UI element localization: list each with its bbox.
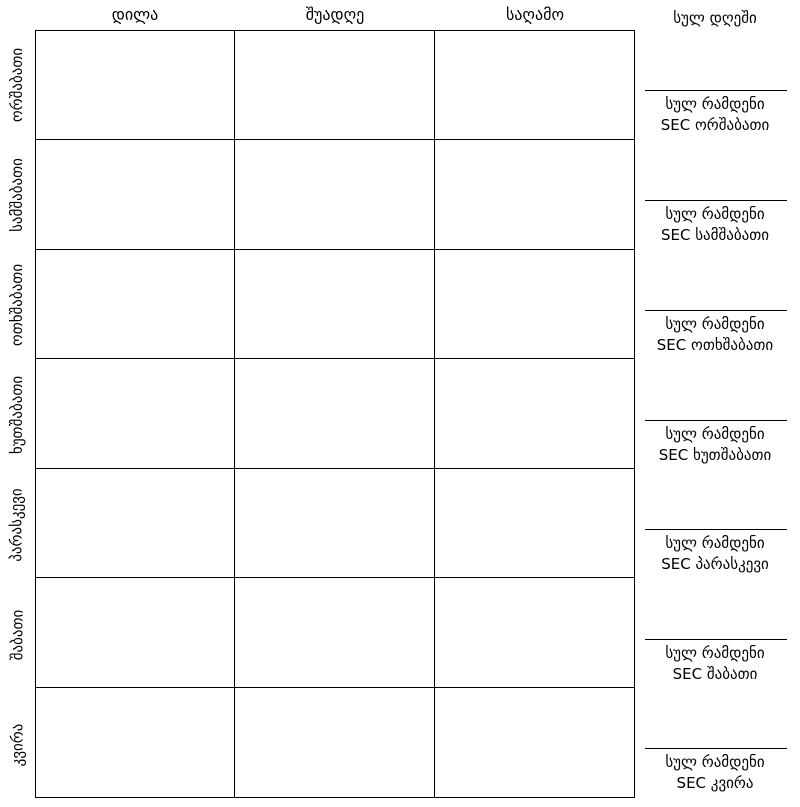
sec-total-label-friday <box>642 533 788 575</box>
sec-label-line1: სულ რამდენი <box>665 205 765 223</box>
grid-cell[interactable] <box>235 688 434 797</box>
day-label-thursday <box>0 360 34 470</box>
sec-total-line-friday[interactable] <box>645 529 787 530</box>
sec-total-line-thursday[interactable] <box>645 420 787 421</box>
sec-total-label-monday <box>642 94 788 136</box>
day-label-text: ხუთშაბათი <box>8 375 27 455</box>
sec-total-label-thursday <box>642 424 788 466</box>
day-label-wednesday <box>0 250 34 360</box>
sec-label-line1: სულ რამდენი <box>665 644 765 662</box>
column-header-afternoon: შუადღე <box>305 5 365 24</box>
grid-cell[interactable] <box>36 140 235 249</box>
sec-label-line1: სულ რამდენი <box>665 753 765 771</box>
grid-cell[interactable] <box>435 250 634 359</box>
day-label-tuesday <box>0 140 34 250</box>
sec-label-line1: სულ რამდენი <box>665 315 765 333</box>
sec-label-line2: SEC შაბათი <box>672 665 758 683</box>
day-label-text: პარასკევი <box>8 488 27 562</box>
day-label-text: შაბათი <box>8 609 27 661</box>
grid-cell[interactable] <box>235 31 434 140</box>
grid-cell[interactable] <box>36 578 235 687</box>
sec-label-line2: SEC ხუთშაბათი <box>658 446 772 464</box>
grid-cell[interactable] <box>435 359 634 468</box>
day-label-friday <box>0 470 34 580</box>
sec-label-line1: სულ რამდენი <box>665 534 765 552</box>
sec-label-line2: SEC ორშაბათი <box>660 116 770 134</box>
grid-cell[interactable] <box>435 578 634 687</box>
day-label-sunday <box>0 690 34 800</box>
day-label-text: კვირა <box>8 723 27 767</box>
column-header-evening: საღამო <box>505 5 565 24</box>
grid-cell[interactable] <box>435 688 634 797</box>
sec-total-label-tuesday <box>642 204 788 246</box>
sec-label-line2: SEC პარასკევი <box>661 555 769 573</box>
sec-total-label-saturday <box>642 643 788 685</box>
grid-cell[interactable] <box>435 31 634 140</box>
day-label-text: ორშაბათი <box>8 47 26 123</box>
column-header-morning: დილა <box>111 5 159 24</box>
sec-total-line-tuesday[interactable] <box>645 200 787 201</box>
grid-cell[interactable] <box>235 469 434 578</box>
sec-total-label-wednesday <box>642 314 788 356</box>
sec-total-label-sunday <box>642 752 788 794</box>
grid-cell[interactable] <box>235 140 434 249</box>
grid-cell[interactable] <box>36 359 235 468</box>
sec-label-line2: SEC კვირა <box>676 774 754 792</box>
column-header-daily-total: სულ დღეში <box>673 9 757 27</box>
grid-cell[interactable] <box>36 688 235 797</box>
grid-cell[interactable] <box>36 31 235 140</box>
sec-total-line-saturday[interactable] <box>645 639 787 640</box>
schedule-grid <box>35 30 635 798</box>
day-label-saturday <box>0 580 34 690</box>
sec-label-line1: სულ რამდენი <box>665 425 765 443</box>
sec-label-line1: სულ რამდენი <box>665 95 765 113</box>
grid-cell[interactable] <box>36 250 235 359</box>
sec-total-line-monday[interactable] <box>645 90 787 91</box>
sec-total-line-wednesday[interactable] <box>645 310 787 311</box>
sec-total-line-sunday[interactable] <box>645 748 787 749</box>
grid-cell[interactable] <box>235 359 434 468</box>
grid-cell[interactable] <box>235 250 434 359</box>
sec-label-line2: SEC სამშაბათი <box>660 226 770 244</box>
grid-cell[interactable] <box>435 140 634 249</box>
grid-cell[interactable] <box>36 469 235 578</box>
day-label-text: ოთხშაბათი <box>8 263 26 347</box>
day-label-text: სამშაბათი <box>8 158 27 232</box>
grid-cell[interactable] <box>235 578 434 687</box>
sec-label-line2: SEC ოთხშაბათი <box>656 336 774 354</box>
day-label-monday <box>0 30 34 140</box>
grid-cell[interactable] <box>435 469 634 578</box>
